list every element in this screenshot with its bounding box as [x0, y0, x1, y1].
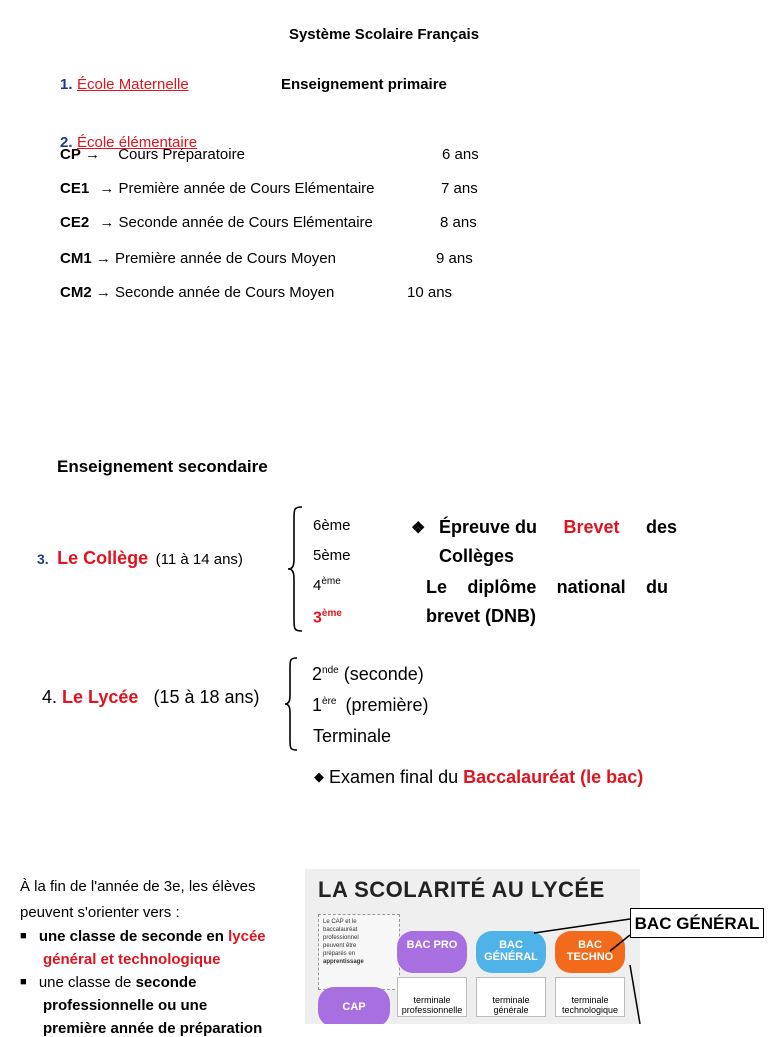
grade-age: 6 ans — [442, 146, 479, 163]
infographic-title: LA SCOLARITÉ AU LYCÉE — [318, 877, 605, 902]
college-brace — [286, 505, 304, 633]
grade-code: CE2 — [60, 214, 90, 231]
grade-4-base: 4 — [313, 577, 322, 594]
bac-exam-line — [314, 767, 643, 788]
apprentissage-note — [318, 914, 400, 990]
grade-age: 8 ans — [440, 214, 477, 231]
grade-description: Seconde année de Cours Moyen — [115, 284, 335, 301]
grade-row — [60, 250, 336, 267]
grade-age: 10 ans — [407, 284, 453, 301]
premiere-sup: ère — [322, 696, 337, 707]
college-label: Le Collège — [57, 548, 149, 568]
grade-3-sup: ème — [321, 608, 342, 619]
college-grade-4 — [313, 576, 341, 594]
bac-general-callout: BAC GÉNÉRAL — [630, 908, 764, 938]
lycee-ages: (15 à 18 ans) — [153, 687, 260, 707]
seconde-base: 2 — [312, 664, 323, 684]
note-line: Le CAP et le — [323, 919, 357, 925]
ecole-elementaire-link[interactable]: École élémentaire — [77, 134, 198, 151]
lycee-title — [42, 687, 260, 708]
grade-row — [60, 146, 245, 163]
grade-age: 9 ans — [436, 250, 473, 267]
bullet-1-highlight2: général et technologique — [43, 951, 221, 968]
secondary-heading: Enseignement secondaire — [57, 457, 268, 476]
lycee-brace — [283, 656, 299, 752]
diamond-bullet-icon: ❖ — [411, 520, 426, 537]
grade-description: Seconde année de Cours Elémentaire — [118, 214, 373, 231]
grade-age: 7 ans — [441, 180, 478, 197]
grade-row — [60, 284, 334, 301]
grade-row — [60, 214, 373, 231]
arrow-icon: → — [85, 146, 101, 163]
note-line: préparés en — [323, 951, 356, 957]
lycee-grade-seconde — [312, 664, 424, 685]
lycee-number: 4. — [42, 687, 58, 707]
grade-code: CM2 — [60, 284, 92, 301]
item-1-number: 1. — [60, 76, 73, 93]
grade-description: Première année de Cours Elémentaire — [118, 180, 375, 197]
bullet-2-line3: première année de préparation — [43, 1020, 263, 1037]
bac-highlight: Baccalauréat (le bac) — [463, 767, 644, 787]
arrow-icon: → — [99, 214, 115, 231]
lycee-label: Le Lycée — [62, 687, 139, 707]
seconde-sup: nde — [322, 665, 339, 676]
premiere-text: (première) — [345, 695, 429, 715]
college-number: 3. — [37, 551, 49, 567]
bac-general-pill: BAC GÉNÉRAL — [476, 931, 546, 973]
grade-4-sup: ème — [321, 576, 341, 587]
brevet-exam-line — [411, 517, 425, 538]
grade-code: CM1 — [60, 250, 92, 267]
brevet-exam-text — [439, 517, 677, 538]
bullet-2-bold: seconde — [135, 974, 197, 991]
grade-row — [60, 180, 375, 197]
grade-description: Cours Préparatoire — [118, 146, 245, 163]
college-grade-5: 5ème — [313, 547, 351, 564]
orientation-intro-line2: peuvent s'orienter vers : — [20, 904, 180, 921]
square-bullet-icon: ■ — [20, 976, 27, 988]
college-grade-3 — [313, 608, 342, 627]
bac-exam-pre: Examen final du — [329, 767, 459, 787]
item-2-number: 2. — [60, 134, 73, 151]
lycee-grade-premiere — [312, 695, 429, 716]
bullet-1-pre: une classe de seconde en — [38, 928, 224, 945]
orientation-intro-line1: À la fin de l'année de 3e, les élèves — [20, 878, 256, 895]
bac-techno-pill: BAC TECHNO — [555, 931, 625, 973]
brevet-exam-line2: Collèges — [439, 546, 515, 566]
page-title: Système Scolaire Français — [288, 26, 480, 43]
note-line: apprentissage — [323, 959, 364, 965]
lycee-grade-terminale: Terminale — [313, 726, 392, 746]
premiere-base: 1 — [312, 695, 323, 715]
orientation-bullet-1 — [20, 928, 266, 945]
bullet-2-pre: une classe de — [38, 974, 132, 991]
terminale-techno-box: terminale technologique — [555, 977, 625, 1017]
note-line: peuvent être — [323, 943, 357, 949]
college-grade-6: 6ème — [313, 517, 351, 534]
cap-pill: CAP — [318, 987, 390, 1024]
terminale-pro-box: terminale professionnelle — [397, 977, 467, 1017]
square-bullet-icon: ■ — [20, 930, 27, 942]
brevet-exam-pre: Épreuve du — [439, 517, 538, 537]
arrow-icon: → — [95, 250, 111, 267]
primary-heading: Enseignement primaire — [281, 76, 447, 93]
diamond-bullet-icon: ◆ — [314, 769, 324, 784]
grade-code: CE1 — [60, 180, 90, 197]
grade-code: CP — [60, 146, 81, 163]
seconde-text: (seconde) — [343, 664, 424, 684]
grade-3-base: 3 — [313, 609, 322, 627]
brevet-highlight: Brevet — [563, 517, 620, 537]
college-ages: (11 à 14 ans) — [155, 551, 243, 568]
terminale-generale-box: terminale générale — [476, 977, 546, 1017]
orientation-bullet-2 — [20, 974, 196, 991]
arrow-icon: → — [95, 284, 111, 301]
brevet-exam-post: des — [645, 517, 677, 537]
note-line: baccalauréat — [323, 927, 358, 933]
bullet-1-highlight1: lycée — [228, 928, 266, 945]
bullet-2-line2: professionnelle ou une — [43, 997, 208, 1014]
dnb-line1: Le diplôme national du — [426, 577, 668, 597]
bac-pro-pill: BAC PRO — [397, 931, 467, 973]
note-line: professionnel — [323, 935, 359, 941]
arrow-icon: → — [99, 180, 115, 197]
college-title — [37, 548, 243, 569]
ecole-maternelle-link[interactable]: École Maternelle — [77, 76, 189, 93]
grade-description: Première année de Cours Moyen — [115, 250, 336, 267]
dnb-line2: brevet (DNB) — [426, 606, 537, 626]
